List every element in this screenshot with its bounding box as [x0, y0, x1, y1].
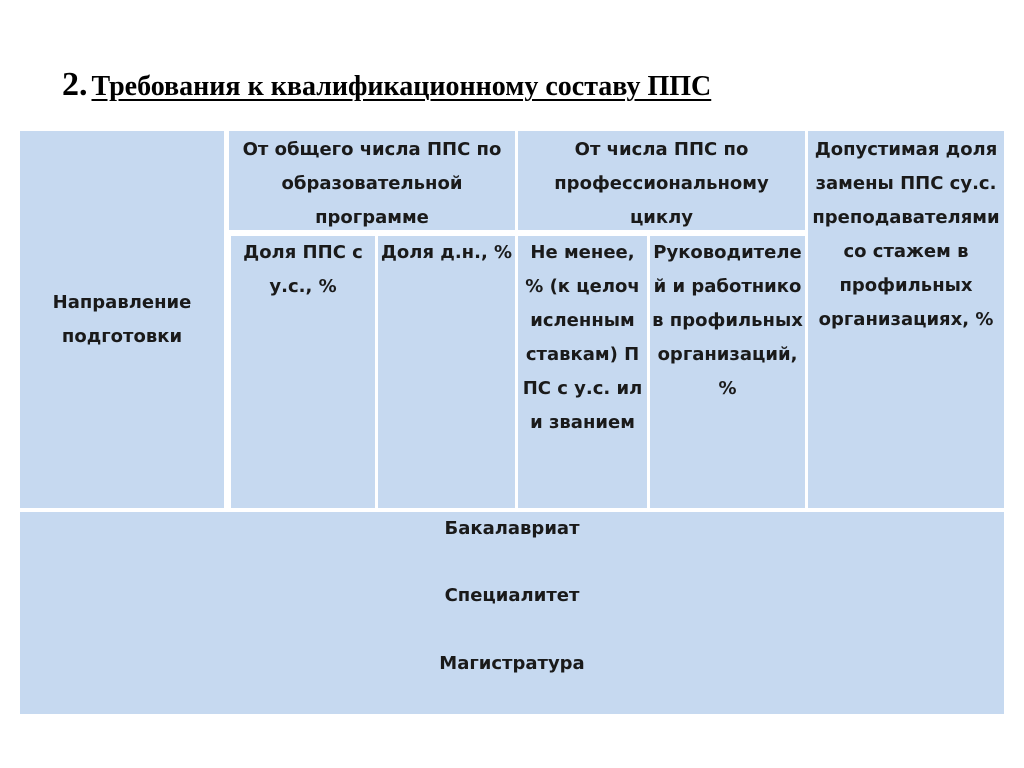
- header-direction-label: Направление подготовки: [52, 291, 192, 347]
- slide-title-text: Требования к квалификационному составу ППС: [91, 71, 712, 102]
- header-group-total: [229, 131, 515, 230]
- table-row: Магистратура: [439, 652, 585, 674]
- table-body: [20, 512, 1004, 714]
- table-row: Бакалавриат: [444, 518, 580, 539]
- header-group-prof: [518, 131, 805, 230]
- subheader-min-share: [518, 236, 647, 508]
- header-replacement-share-label: Допустимая доля замены ППС су.с. преподавателями со стажем в профильных организациях, %: [812, 139, 1000, 330]
- header-replacement-share: [808, 131, 1004, 508]
- subheader-managers-label: Руководителей и работников профильных организаций, %: [652, 242, 803, 399]
- header-direction: [20, 131, 224, 508]
- subheader-min-share-label: Не менее, % (к целочисленным ставкам) ППС с у.с. или званием: [522, 242, 643, 433]
- slide-number: 2.: [62, 66, 88, 103]
- table-row: Специалитет: [444, 585, 580, 607]
- slide-title: [62, 66, 962, 110]
- subheader-share-dn-label: Доля д.н., %: [380, 242, 513, 263]
- subheader-managers: [650, 236, 805, 508]
- header-group-total-label: От общего числа ППС по образовательной программе: [242, 139, 502, 228]
- subheader-share-us: [231, 236, 375, 508]
- subheader-share-us-label: Доля ППС с у.с., %: [243, 242, 363, 297]
- header-group-prof-label: От числа ППС по профессиональному циклу: [554, 139, 769, 228]
- subheader-share-dn: [378, 236, 515, 508]
